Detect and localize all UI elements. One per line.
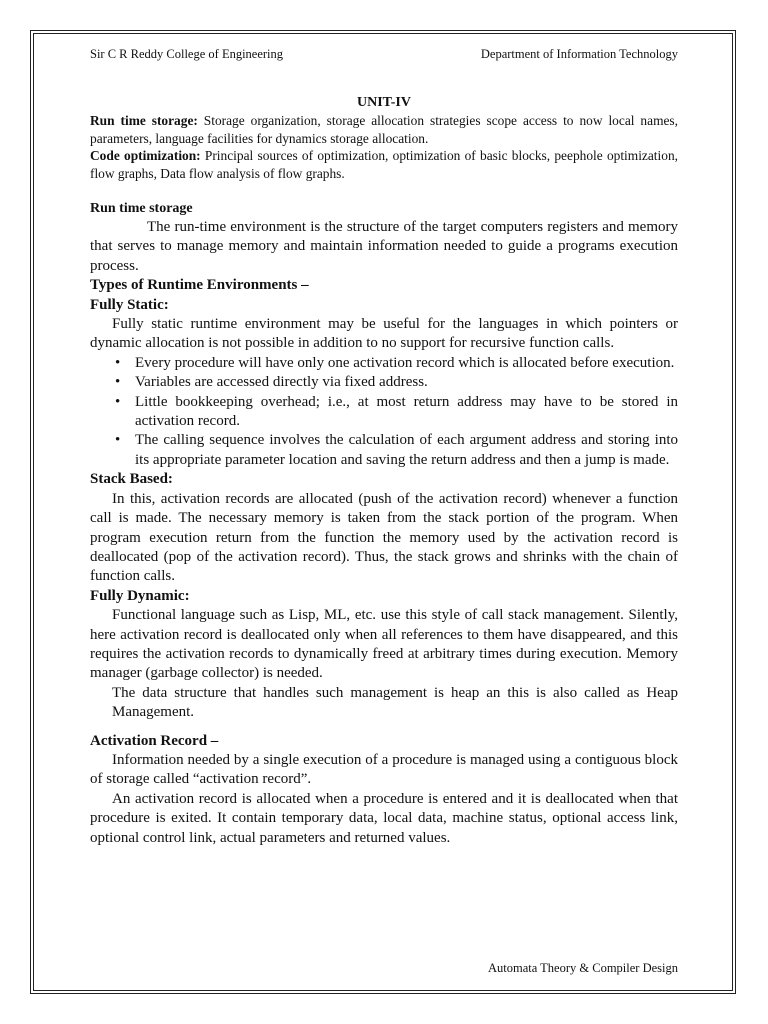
bullet-icon: • — [115, 432, 121, 449]
list-item: • The calling sequence involves the calculation of each argument address and storing into its appropriate parameter location and saving the return address and then a jump is made. — [115, 432, 678, 468]
document-body — [90, 94, 678, 848]
list-item: • Variables are accessed directly via fixed address. — [90, 373, 678, 392]
activation-record-paragraph-1: Information needed by a single execution of a procedure is managed using a contiguous block of storage called “activation record”. — [90, 751, 678, 788]
unit-title: UNIT-IV — [357, 95, 411, 110]
fully-dynamic-paragraph-1: Functional language such as Lisp, ML, etc. use this style of call stack management. Silently, here activation record is deallocated only when all references to them have disappeared, and this requires the activation records to dynamically freed at arbitrary times during execution. Memory manager (garbage collector) is needed. — [90, 607, 678, 682]
run-time-storage-paragraph: The run-time environment is the structure of the target computers registers and memory that serves to manage memory and maintain information needed to guide a programs execution process. — [90, 219, 678, 274]
list-item: • Little bookkeeping overhead; i.e., at most return address may have to be stored in activation record. — [115, 393, 678, 430]
bullet-icon: • — [115, 354, 121, 371]
bullet-icon: • — [115, 374, 121, 391]
stack-based-heading: Stack Based: — [90, 471, 173, 488]
fully-dynamic-paragraph-2: The data structure that handles such management is heap an this is also called as Heap Management. — [112, 684, 678, 721]
syllabus-code-optimization — [90, 147, 678, 182]
fully-static-heading: Fully Static: — [90, 296, 169, 313]
college-name: Sir C R Reddy College of Engineering — [90, 47, 284, 61]
fully-static-list — [90, 354, 678, 470]
activation-record-heading: Activation Record – — [90, 732, 219, 749]
page-footer: Automata Theory & Compiler Design — [487, 961, 678, 975]
stack-based-paragraph: In this, activation records are allocated (push of the activation record) whenever a function call is made. The necessary memory is taken from the stack portion of the program. When program execution return from the function the memory used by the activation record is deallocated (pop of the activation record). Thus, the stack grows and shrinks with the chain of function calls. — [90, 490, 678, 585]
fully-static-paragraph: Fully static runtime environment may be useful for the languages in which pointers or dynamic allocation is not possible in addition to no support for recursive function calls. — [90, 316, 678, 352]
activation-record-paragraph-2: An activation record is allocated when a procedure is entered and it is deallocated when that procedure is exited. It contain temporary data, local data, machine status, optional access link, optional control link, actual parameters and returned values. — [90, 790, 678, 846]
bullet-icon: • — [115, 393, 121, 410]
department-name: Department of Information Technology — [480, 47, 678, 61]
run-time-storage-heading: Run time storage — [90, 201, 193, 216]
syllabus-text: Storage organization, storage allocation strategies scope access to now local names, parameters, language facilities for dynamics storage allocation. — [90, 113, 678, 146]
syllabus-run-time-storage — [90, 112, 678, 147]
syllabus-label: Code optimization: — [90, 148, 201, 163]
list-item: • Every procedure will have only one activation record which is allocated before execution. — [90, 354, 678, 373]
types-heading: Types of Runtime Environments – — [90, 277, 309, 294]
syllabus-label: Run time storage: — [90, 113, 198, 128]
syllabus-text: Principal sources of optimization, optimization of basic blocks, peephole optimization, flow graphs, Data flow analysis of flow graphs. — [90, 148, 678, 181]
fully-dynamic-heading: Fully Dynamic: — [90, 587, 190, 604]
